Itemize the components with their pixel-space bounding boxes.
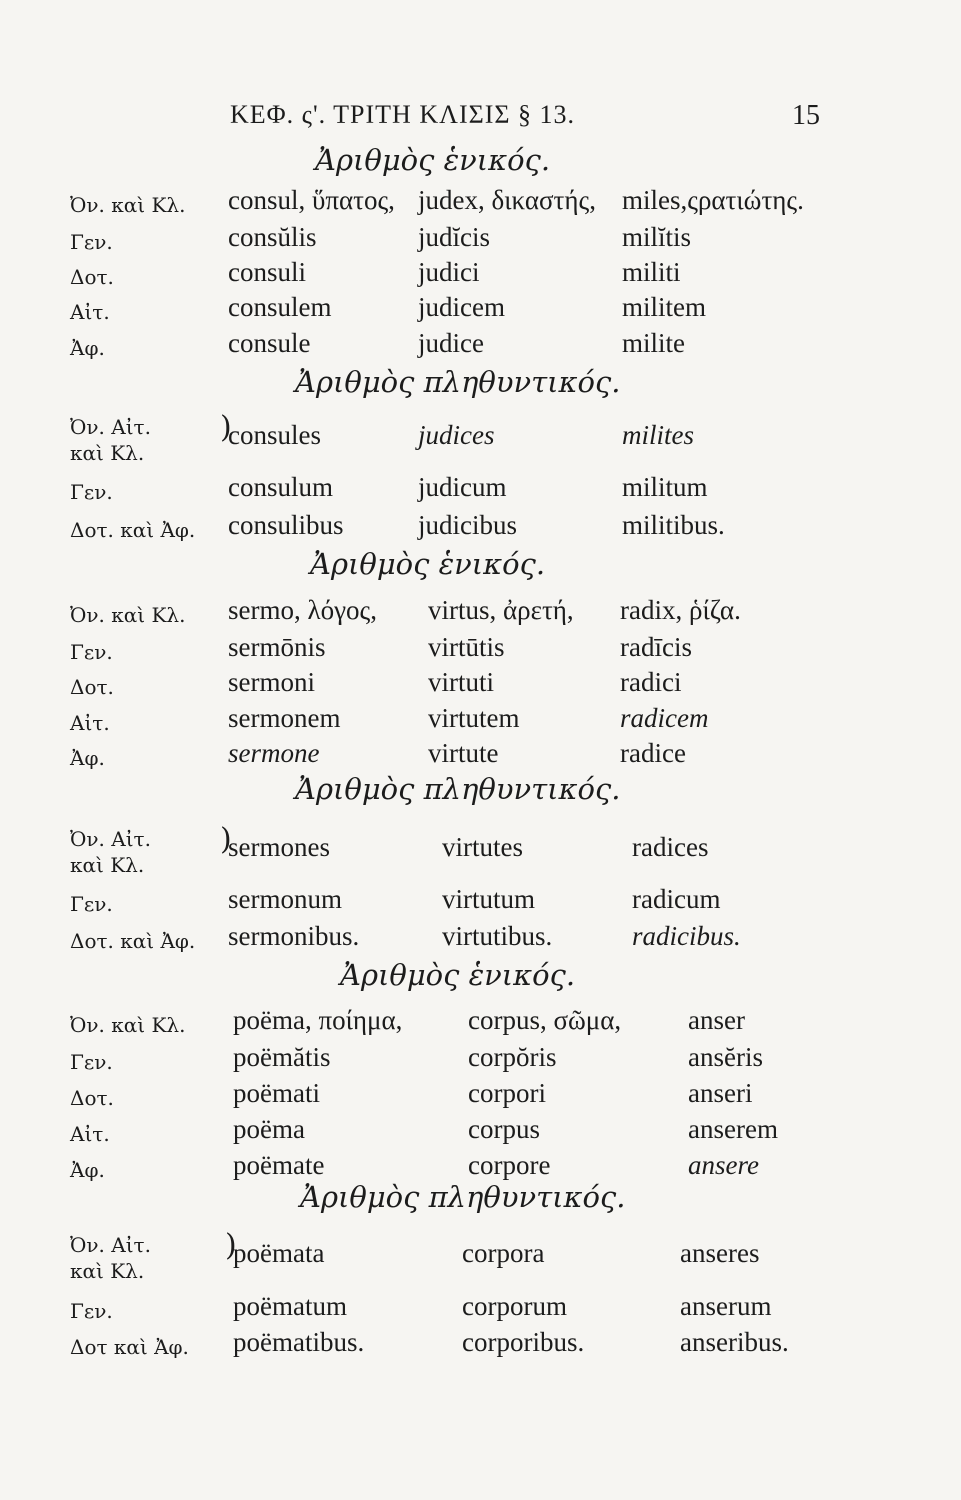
number-heading: Ἀριθμὸς ἑνικός. xyxy=(315,143,551,177)
word-form: judicem xyxy=(418,292,505,322)
declension-row xyxy=(70,222,830,258)
declension-row xyxy=(70,510,830,546)
number-heading: Ἀριθμὸς πληθυντικός. xyxy=(300,1180,626,1214)
case-label: Γεν. xyxy=(70,892,113,916)
word-form: militum xyxy=(622,472,708,502)
declension-row xyxy=(70,667,830,703)
word-form: radici xyxy=(620,667,682,697)
word-form: radīcis xyxy=(620,632,692,662)
header-title: ΚΕΦ. ς'. ΤΡΙΤΗ ΚΛΙΣΙΣ § 13. xyxy=(230,100,576,129)
case-label: Δοτ καὶ Ἀφ. xyxy=(70,1335,189,1359)
word-form: milĭtis xyxy=(622,222,692,252)
word-form: miles,ςρατιώτης. xyxy=(622,185,804,215)
word-form: judice xyxy=(418,328,484,358)
number-heading: Ἀριθμὸς πληθυντικός. xyxy=(295,365,621,399)
declension-row xyxy=(70,1327,830,1363)
case-label: Δοτ. xyxy=(70,265,114,289)
number-heading: Ἀριθμὸς ἑνικός. xyxy=(310,547,546,581)
word-form: sermo, λόγος, xyxy=(228,595,377,625)
word-form: corpore xyxy=(468,1150,551,1180)
word-form: radices xyxy=(632,832,709,862)
word-form: consŭlis xyxy=(228,222,317,252)
word-form: poëmatibus. xyxy=(233,1327,365,1357)
word-form: judex, δικαστής, xyxy=(418,185,596,215)
declension-row xyxy=(70,822,830,877)
case-label: Αἰτ. xyxy=(70,711,110,735)
word-form: consulibus xyxy=(228,510,344,540)
word-form: poëmate xyxy=(233,1150,325,1180)
case-label: Αἰτ. xyxy=(70,1122,110,1146)
declension-row xyxy=(70,1042,830,1078)
word-form: corpus, σῶμα, xyxy=(468,1005,622,1035)
word-form: judicum xyxy=(418,472,507,502)
word-form: corpŏris xyxy=(468,1042,557,1072)
word-form: militi xyxy=(622,257,681,287)
word-form: radicum xyxy=(632,884,721,914)
word-form: sermonibus. xyxy=(228,921,360,951)
case-label: Δοτ. καὶ Ἀφ. xyxy=(70,929,196,953)
brace-mark: ) xyxy=(220,410,232,445)
word-form: judici xyxy=(418,257,480,287)
word-form: sermoni xyxy=(228,667,315,697)
word-form: poëmati xyxy=(233,1078,320,1108)
case-label: Ὀν. Αἰτ. καὶ Κλ. xyxy=(70,827,151,877)
declension-row xyxy=(70,1291,830,1327)
word-form: judices xyxy=(418,420,495,450)
word-form: judicibus xyxy=(418,510,517,540)
word-form: milites xyxy=(622,420,694,450)
declension-row xyxy=(70,1114,830,1150)
word-form: poëmata xyxy=(233,1238,325,1268)
declension-row xyxy=(70,1078,830,1114)
word-form: poëma xyxy=(233,1114,305,1144)
word-form: consules xyxy=(228,420,321,450)
case-label: Ὀν. καὶ Κλ. xyxy=(70,193,186,217)
word-form: corporum xyxy=(462,1291,567,1321)
case-label: Ἀφ. xyxy=(70,1158,105,1182)
word-form: militibus. xyxy=(622,510,725,540)
declension-row xyxy=(70,632,830,668)
word-form: judĭcis xyxy=(418,222,490,252)
word-form: corporibus. xyxy=(462,1327,585,1357)
case-label: Ἀφ. xyxy=(70,336,105,360)
case-label: Γεν. xyxy=(70,230,113,254)
word-form: poëmatum xyxy=(233,1291,347,1321)
case-label: Ὀν. Αἰτ. καὶ Κλ. xyxy=(70,1233,151,1283)
word-form: militem xyxy=(622,292,706,322)
case-label: Ὀν. καὶ Κλ. xyxy=(70,603,186,627)
page-number: 15 xyxy=(792,100,820,131)
word-form: radicem xyxy=(620,703,709,733)
word-form: radice xyxy=(620,738,686,768)
word-form: virtutes xyxy=(442,832,523,862)
word-form: consule xyxy=(228,328,311,358)
brace-mark: ) xyxy=(220,822,232,857)
case-label-line2: καὶ Κλ. xyxy=(70,1259,145,1283)
word-form: anseribus. xyxy=(680,1327,789,1357)
declension-row xyxy=(70,472,830,508)
word-form: virtutum xyxy=(442,884,535,914)
declension-row xyxy=(70,703,830,739)
declension-row xyxy=(70,257,830,293)
word-form: virtutem xyxy=(428,703,520,733)
declension-row xyxy=(70,921,830,957)
declension-row xyxy=(70,292,830,328)
word-form: anseres xyxy=(680,1238,760,1268)
word-form: corpori xyxy=(468,1078,546,1108)
declension-row xyxy=(70,738,830,774)
word-form: virtute xyxy=(428,738,499,768)
declension-row xyxy=(70,595,830,631)
word-form: corpora xyxy=(462,1238,545,1268)
declension-row xyxy=(70,410,830,465)
word-form: virtus, ἀρετή, xyxy=(428,595,574,625)
word-form: virtūtis xyxy=(428,632,505,662)
word-form: ansere xyxy=(688,1150,759,1180)
case-label-line2: καὶ Κλ. xyxy=(70,853,145,877)
word-form: radix, ῥίζα. xyxy=(620,595,741,625)
running-header xyxy=(230,100,820,140)
word-form: anseri xyxy=(688,1078,753,1108)
word-form: anser xyxy=(688,1005,745,1035)
word-form: virtuti xyxy=(428,667,494,697)
declension-row xyxy=(70,328,830,364)
word-form: poëma, ποίημα, xyxy=(233,1005,403,1035)
word-form: virtutibus. xyxy=(442,921,553,951)
case-label: Ὀν. καὶ Κλ. xyxy=(70,1013,186,1037)
number-heading: Ἀριθμὸς πληθυντικός. xyxy=(295,772,621,806)
word-form: milite xyxy=(622,328,685,358)
word-form: sermonum xyxy=(228,884,342,914)
word-form: consulum xyxy=(228,472,333,502)
word-form: sermōnis xyxy=(228,632,326,662)
word-form: consuli xyxy=(228,257,306,287)
word-form: sermones xyxy=(228,832,330,862)
word-form: consulem xyxy=(228,292,332,322)
declension-row xyxy=(70,1228,830,1283)
case-label: Γεν. xyxy=(70,640,113,664)
word-form: sermonem xyxy=(228,703,341,733)
word-form: poëmătis xyxy=(233,1042,331,1072)
brace-mark: ) xyxy=(225,1228,237,1263)
case-label: Γεν. xyxy=(70,480,113,504)
case-label: Ὀν. Αἰτ. καὶ Κλ. xyxy=(70,415,151,465)
case-label-line2: καὶ Κλ. xyxy=(70,441,145,465)
case-label: Αἰτ. xyxy=(70,300,110,324)
case-label: Γεν. xyxy=(70,1050,113,1074)
case-label: Ἀφ. xyxy=(70,746,105,770)
case-label: Δοτ. xyxy=(70,1086,114,1110)
case-label: Δοτ. xyxy=(70,675,114,699)
number-heading: Ἀριθμὸς ἑνικός. xyxy=(340,958,576,992)
word-form: consul, ὕπατος, xyxy=(228,185,395,215)
word-form: ansĕris xyxy=(688,1042,763,1072)
word-form: radicibus. xyxy=(632,921,741,951)
word-form: anserum xyxy=(680,1291,772,1321)
declension-row xyxy=(70,185,830,221)
case-label: Γεν. xyxy=(70,1299,113,1323)
declension-row xyxy=(70,1005,830,1041)
word-form: corpus xyxy=(468,1114,540,1144)
word-form: sermone xyxy=(228,738,320,768)
case-label: Δοτ. καὶ Ἀφ. xyxy=(70,518,196,542)
declension-row xyxy=(70,884,830,920)
word-form: anserem xyxy=(688,1114,778,1144)
